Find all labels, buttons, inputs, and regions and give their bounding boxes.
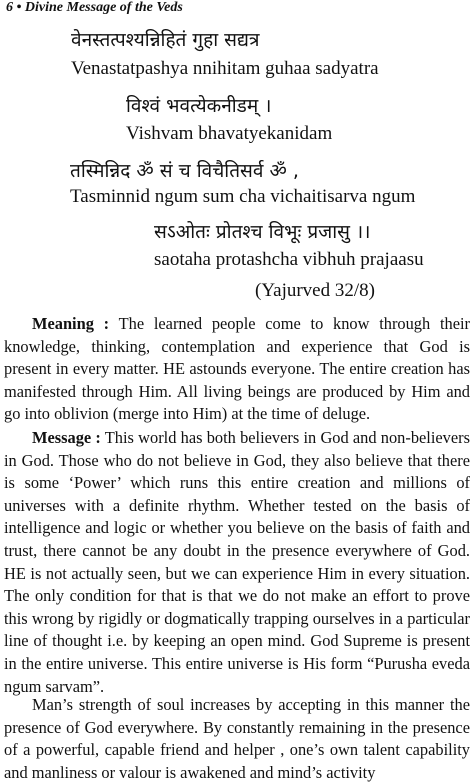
verse-citation: (Yajurved 32/8) [255, 280, 375, 301]
closing-text: Man’s strength of soul increases by accepting in this manner the presence of God everywhere. By constantly remaining in the presence of a powerful, capable friend and helper , one’s own talent capability and manliness or valour is awakened and mind’s activity [4, 695, 470, 782]
verse-line-4-sanskrit: सऽओतः प्रोतश्च विभूः प्रजासु ।। [154, 221, 371, 243]
verse-line-1-transliteration: Venastatpashya nnihitam guhaa sadyatra [71, 58, 379, 79]
verse-line-1-sanskrit: वेनस्तत्पश्यन्निहितं गुहा सद्यत्र [71, 29, 260, 51]
meaning-text: The learned people come to know through their knowledge, thinking, contemplation and experience that God is present in every matter. HE astounds everyone. The entire creation has manifested through Him. All living beings are produced by Him and go into oblivion (merge into Him) at the time of deluge. [4, 314, 470, 424]
verse-line-3-transliteration: Tasminnid ngum sum cha vichaitisarva ngum [70, 186, 416, 207]
meaning-label: Meaning : [32, 314, 110, 333]
page-number: 6 [6, 0, 13, 15]
verse-line-2-transliteration: Vishvam bhavatyekanidam [126, 123, 333, 144]
verse-line-3-sanskrit: तस्मिन्निद ॐ सं च विचैतिसर्व ॐ , [70, 160, 299, 182]
book-title: Divine Message of the Veds [24, 0, 183, 15]
meaning-paragraph [4, 313, 470, 426]
running-header [6, 0, 183, 16]
closing-paragraph [4, 694, 470, 784]
message-paragraph [4, 427, 470, 698]
verse-line-2-sanskrit: विश्वं भवत्येकनीडम् । [126, 95, 272, 117]
message-label: Message : [32, 428, 101, 447]
message-text: This world has both believers in God and non-believers in God. Those who do not believe in God, they also believe that there is some ‘Power’ which runs this entire creation and millions of universes with a definite rhythm. Whether tested on the basis of intelligence and logic or whether you believe on the basis of faith and trust, there cannot be any doubt in the presence everywhere of God. HE is not actually seen, but we can experience Him in every situation. The only condition for that is that we do not make an effort to prove this wrong by rigidly or dogmatically trapping ourselves in a particular line of thought i.e. by keeping an open mind. God Supreme is present in the entire universe. This entire universe is His form “Purusha eveda ngum sarvam”. [4, 428, 470, 696]
verse-line-4-transliteration: saotaha protashcha vibhuh prajaasu [154, 249, 424, 270]
header-bullet: • [16, 0, 22, 15]
